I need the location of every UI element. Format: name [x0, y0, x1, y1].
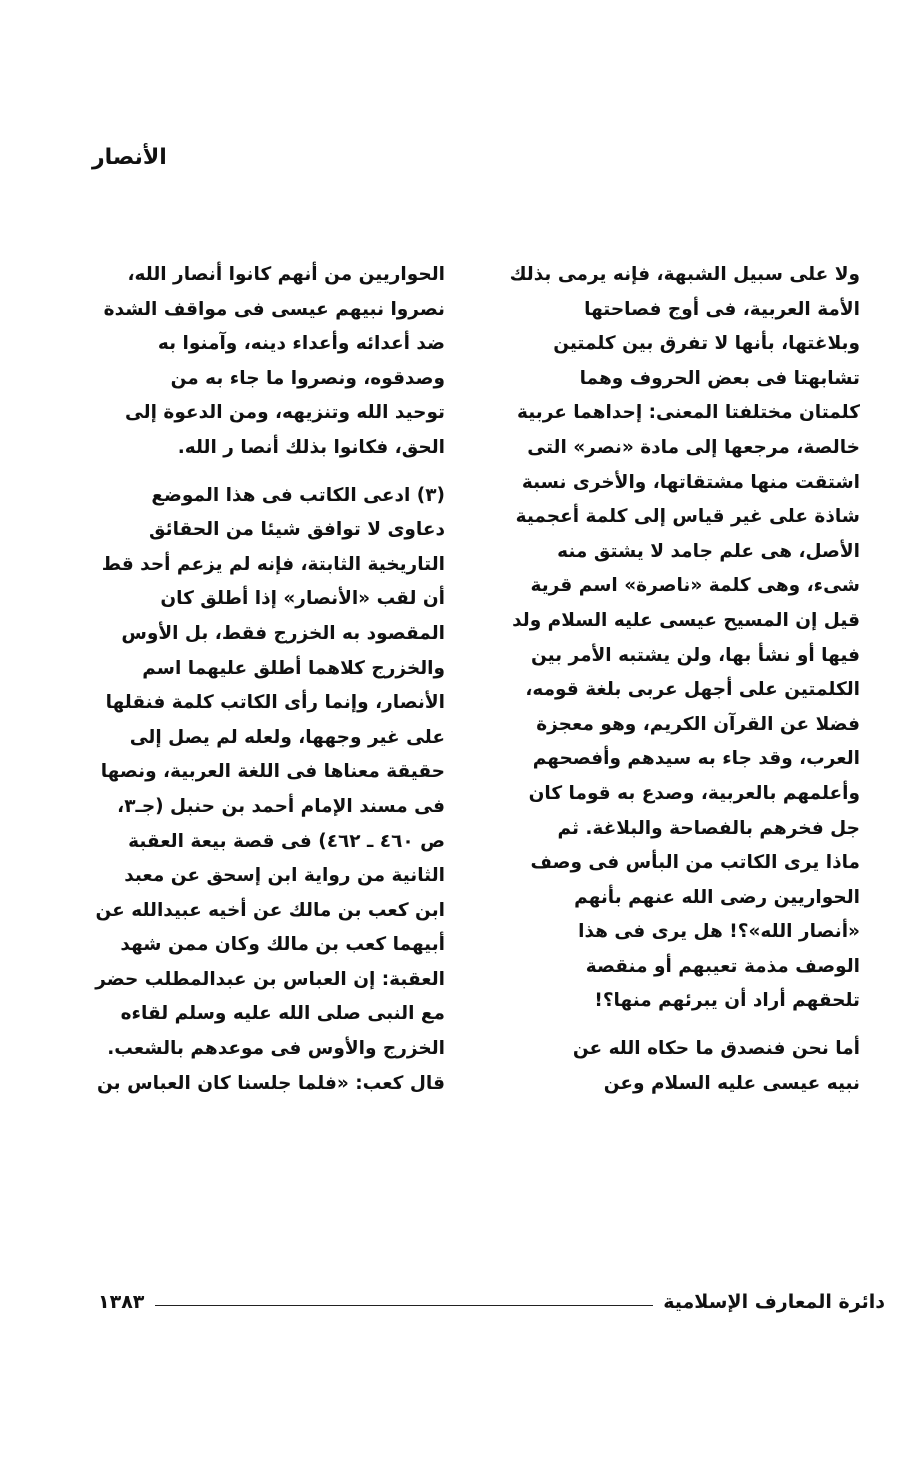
text-line: توحيد الله وتنزيهه، ومن الدعوة إلى [124, 402, 445, 424]
text-line: تشابهتا فى بعض الحروف وهما [579, 367, 860, 389]
text-line: نبيه عيسى عليه السلام وعن [603, 1072, 860, 1094]
text-line: «أنصار الله»؟! هل يرى فى هذا [578, 921, 860, 943]
text-line: العقبة: إن العباس بن عبدالمطلب حضر [95, 968, 445, 990]
text-line: المقصود به الخزرج فقط، بل الأوس [121, 622, 445, 644]
text-line: أما نحن فنصدق ما حكاه الله عن [572, 1038, 860, 1060]
text-line: جل فخرهم بالفصاحة والبلاغة. ثم [557, 817, 860, 839]
text-line: خالصة، مرجعها إلى مادة «نصر» التى [527, 436, 860, 458]
text-line: الوصف مذمة تعيبهم أو منقصة [585, 955, 860, 977]
text-line: حقيقة معناها فى اللغة العربية، ونصها [100, 761, 445, 783]
paragraph-spacer [503, 1019, 860, 1032]
text-line: شىء، وهى كلمة «ناصرة» اسم قرية [530, 575, 860, 597]
text-line: ابن كعب بن مالك عن أخيه عبيدالله عن [95, 899, 445, 921]
text-line: ماذا يرى الكاتب من البأس فى وصف [530, 852, 860, 874]
text-line: العرب، وقد جاء به سيدهم وأفصحهم [532, 748, 860, 770]
text-line: وصدقوه، ونصروا ما جاء به من [170, 367, 445, 389]
text-line: وأعلمهم بالعربية، وصدع به قوما كان [528, 782, 860, 804]
text-line: ولا على سبيل الشبهة، فإنه يرمى بذلك [509, 264, 860, 285]
text-line: الخزرج والأوس فى موعدهم بالشعب. [107, 1038, 445, 1060]
text-line: الحق، فكانوا بذلك أنصا ر الله. [177, 436, 445, 458]
text-line: الثانية من رواية ابن إسحق عن معبد [124, 865, 445, 887]
paragraph-1 [503, 258, 860, 1019]
text-line: ص ٤٦٠ ـ ٤٦٢) فى قصة بيعة العقبة [128, 830, 445, 852]
page-footer [90, 1291, 885, 1321]
left-column [90, 258, 445, 1101]
text-line: وبلاغتها، بأنها لا تفرق بين كلمتين [553, 333, 860, 355]
text-line: نصروا نبيهم عيسى فى مواقف الشدة [103, 298, 445, 320]
text-line: كلمتان مختلفتا المعنى: إحداهما عربية [516, 402, 860, 424]
paragraph-1 [90, 258, 445, 466]
publication-title: دائرة المعارف الإسلامية [663, 1291, 885, 1313]
text-line: تلحقهم أراد أن يبرئهم منها؟! [594, 990, 860, 1012]
text-line: (٣) ادعى الكاتب فى هذا الموضع [151, 484, 445, 506]
text-line: التاريخية الثابتة، فإنه لم يزعم أحد قط [101, 553, 445, 575]
text-line: الحواريين رضى الله عنهم بأنهم [574, 886, 860, 908]
right-column [503, 258, 860, 1101]
paragraph-2 [90, 479, 445, 1102]
paragraph-2 [503, 1032, 860, 1101]
text-line: على غير وجهها، ولعله لم يصل إلى [129, 726, 445, 748]
text-line: الأصل، هى علم جامد لا يشتق منه [557, 540, 860, 562]
running-title: الأنصار [92, 145, 167, 170]
text-line: فيها أو نشأ بها، ولن يشتبه الأمر بين [530, 644, 860, 666]
text-line: فى مسند الإمام أحمد بن حنبل (جـ٣، [117, 795, 445, 817]
text-line: ضد أعدائه وأعداء دينه، وآمنوا به [157, 333, 445, 355]
text-line: اشتقت منها مشتقاتها، والأخرى نسبة [521, 471, 860, 493]
text-line: الحواريين من أنهم كانوا أنصار الله، [127, 264, 445, 285]
text-line: الأمة العربية، فى أوج فصاحتها [584, 298, 860, 320]
text-line: الكلمتين على أجهل عربى بلغة قومه، [525, 679, 860, 701]
text-line: أن لقب «الأنصار» إذا أطلق كان [160, 588, 445, 610]
text-line: والخزرج كلاهما أطلق عليهما اسم [142, 657, 445, 679]
page-number: ١٣٨٣ [98, 1291, 145, 1313]
text-line: أبيهما كعب بن مالك وكان ممن شهد [120, 934, 445, 956]
paragraph-spacer [90, 466, 445, 479]
text-line: قال كعب: «فلما جلسنا كان العباس بن [97, 1072, 445, 1094]
text-line: مع النبى صلى الله عليه وسلم لقاءه [120, 1003, 445, 1025]
footer-rule [155, 1305, 653, 1306]
text-line: شاذة على غير قياس إلى كلمة أعجمية [515, 506, 860, 528]
text-line: دعاوى لا توافق شيئا من الحقائق [148, 519, 445, 541]
text-line: قيل إن المسيح عيسى عليه السلام ولد [512, 609, 860, 631]
text-line: الأنصار، وإنما رأى الكاتب كلمة فنقلها [105, 692, 445, 714]
text-line: فضلا عن القرآن الكريم، وهو معجزة [536, 713, 860, 735]
